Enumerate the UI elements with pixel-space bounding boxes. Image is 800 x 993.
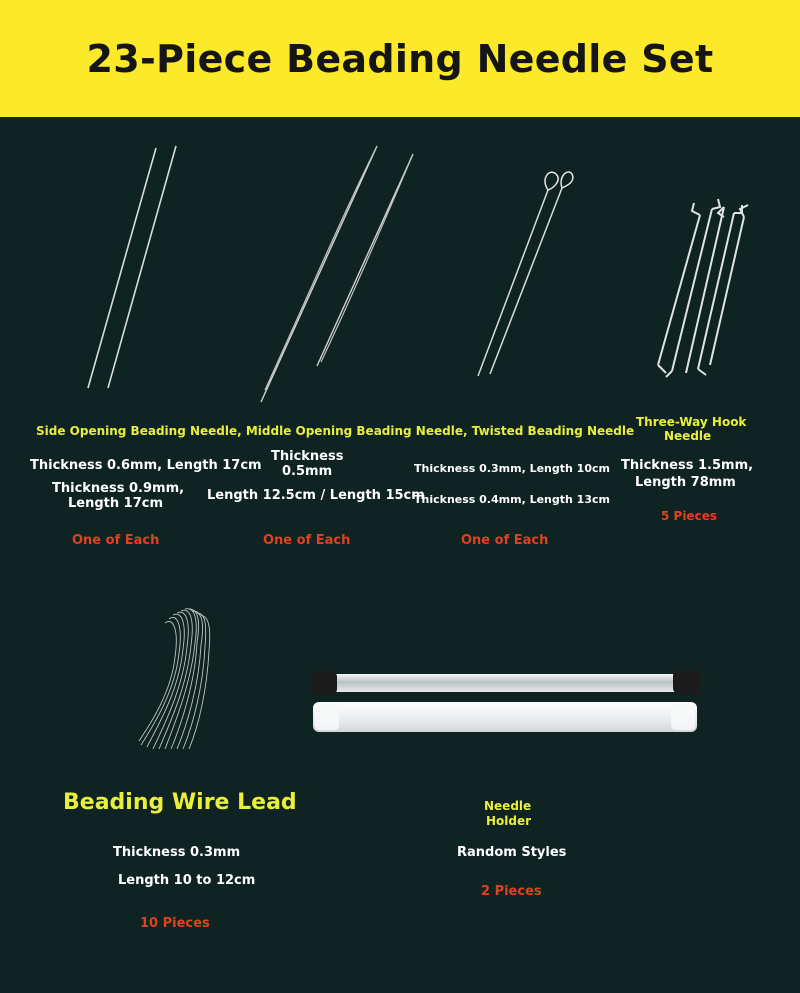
middle-opening-quantity: One of Each: [263, 533, 351, 548]
holder-spec: Random Styles: [457, 845, 567, 860]
side-opening-spec-2-line-1: Thickness 0.9mm,: [52, 481, 185, 496]
page-title: 23-Piece Beading Needle Set: [86, 36, 714, 81]
side-opening-spec-1: Thickness 0.6mm, Length 17cm: [30, 458, 262, 473]
hook-needle-label-line-1: Three-Way Hook: [636, 415, 747, 429]
hook-needles-image: [650, 195, 760, 385]
twisted-spec-2: Thickness 0.4mm, Length 13cm: [414, 493, 610, 506]
hook-needle-spec-line-1: Thickness 1.5mm,: [621, 458, 754, 473]
holder-label-line-2: Holder: [486, 814, 532, 828]
needle-group-label: Side Opening Beading Needle, Middle Opening Beading Needle, Twisted Beading Needle: [36, 424, 635, 438]
twisted-needles-image: [470, 160, 580, 380]
holder-label-line-1: Needle: [484, 799, 532, 813]
side-opening-quantity: One of Each: [72, 533, 160, 548]
wire-lead-quantity: 10 Pieces: [140, 916, 210, 931]
twisted-quantity: One of Each: [461, 533, 549, 548]
wire-lead-spec-2: Length 10 to 12cm: [118, 873, 256, 888]
middle-opening-spec-1-line-1: Thickness: [271, 449, 344, 464]
wire-lead-image: [135, 603, 215, 753]
holder-quantity: 2 Pieces: [481, 884, 542, 899]
middle-opening-spec-1-line-2: 0.5mm: [282, 464, 333, 479]
hook-needle-spec-line-2: Length 78mm: [635, 475, 736, 490]
middle-opening-needles-image: [255, 140, 425, 410]
hook-needle-label-line-2: Needle: [664, 429, 712, 443]
side-opening-needles-image: [80, 140, 190, 400]
side-opening-spec-2-line-2: Length 17cm: [68, 496, 163, 511]
wire-lead-label: Beading Wire Lead: [63, 790, 297, 815]
title-banner: [0, 0, 800, 117]
hook-needle-quantity: 5 Pieces: [661, 509, 717, 523]
twisted-spec-1: Thickness 0.3mm, Length 10cm: [414, 462, 610, 475]
wire-lead-spec-1: Thickness 0.3mm: [113, 845, 241, 860]
needle-holder-image: [305, 668, 705, 738]
middle-opening-spec-2: Length 12.5cm / Length 15cm: [207, 488, 425, 503]
